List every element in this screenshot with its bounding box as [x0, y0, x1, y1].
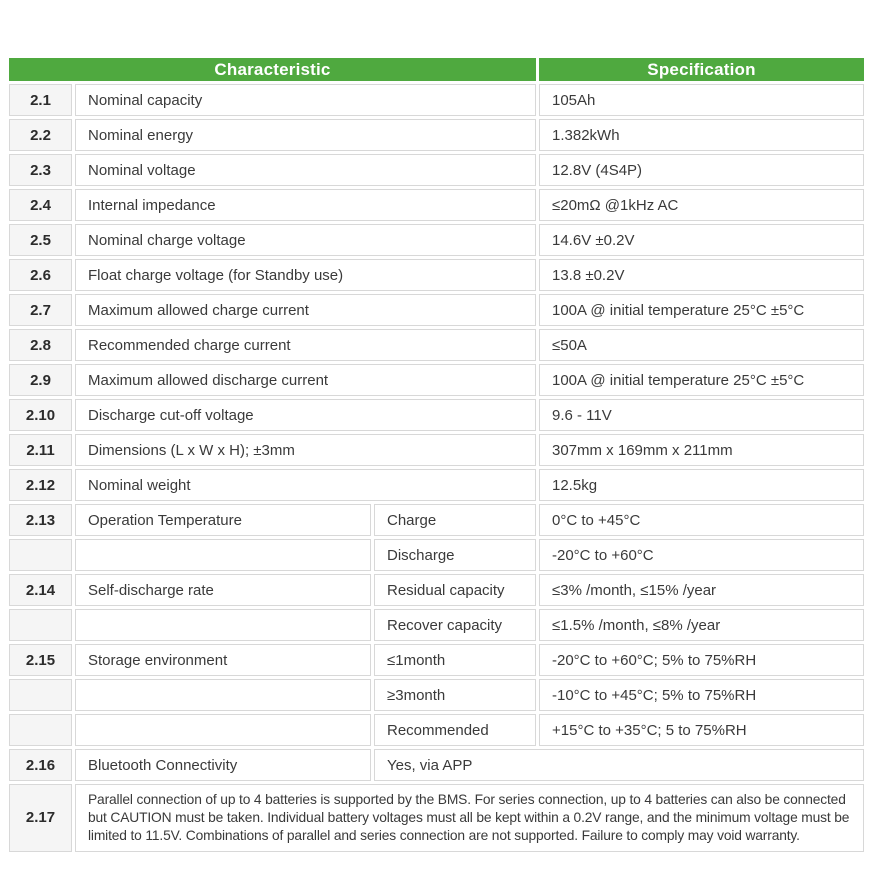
- characteristic-cell: [75, 679, 371, 711]
- characteristic-cell: Maximum allowed discharge current: [75, 364, 536, 396]
- table-row: [9, 434, 864, 466]
- spec-table-body: [9, 84, 864, 852]
- table-row: [9, 84, 864, 116]
- table-row: [9, 539, 864, 571]
- specification-cell: 13.8 ±0.2V: [539, 259, 864, 291]
- row-number-cell: 2.5: [9, 224, 72, 256]
- row-number-cell: 2.7: [9, 294, 72, 326]
- specification-cell: 100A @ initial temperature 25°C ±5°C: [539, 294, 864, 326]
- characteristic-cell: Nominal charge voltage: [75, 224, 536, 256]
- characteristic-cell: Recommended charge current: [75, 329, 536, 361]
- sub-characteristic-cell: Residual capacity: [374, 574, 536, 606]
- table-row: [9, 644, 864, 676]
- sub-characteristic-cell: ≤1month: [374, 644, 536, 676]
- row-number-cell: [9, 714, 72, 746]
- row-number-cell: [9, 539, 72, 571]
- note-cell: Parallel connection of up to 4 batteries is supported by the BMS. For series connection, up to 4 batteries can also be connected but CAUTION must be taken. Individual battery voltages must all be kept within a 0.2V range, and the minimum voltage must be limited to 11.5V. Combinations of parallel and series connection are not supported. Failure to comply may void warranty.: [75, 784, 864, 852]
- sub-characteristic-cell: Recommended: [374, 714, 536, 746]
- characteristic-cell: Internal impedance: [75, 189, 536, 221]
- table-row: [9, 189, 864, 221]
- row-number-cell: 2.8: [9, 329, 72, 361]
- specification-cell: 0°C to +45°C: [539, 504, 864, 536]
- specification-cell: 14.6V ±0.2V: [539, 224, 864, 256]
- row-number-cell: 2.13: [9, 504, 72, 536]
- characteristic-cell: Float charge voltage (for Standby use): [75, 259, 536, 291]
- row-number-cell: 2.11: [9, 434, 72, 466]
- specification-cell: 1.382kWh: [539, 119, 864, 151]
- table-row: [9, 329, 864, 361]
- header-specification: Specification: [539, 58, 864, 81]
- specification-cell: 105Ah: [539, 84, 864, 116]
- table-row: [9, 574, 864, 606]
- table-row: [9, 609, 864, 641]
- characteristic-cell: Self-discharge rate: [75, 574, 371, 606]
- table-row: [9, 224, 864, 256]
- row-number-cell: 2.10: [9, 399, 72, 431]
- row-number-cell: 2.12: [9, 469, 72, 501]
- row-number-cell: 2.9: [9, 364, 72, 396]
- row-number-cell: [9, 679, 72, 711]
- header-characteristic: Characteristic: [9, 58, 536, 81]
- specification-cell: Yes, via APP: [374, 749, 864, 781]
- table-row: [9, 784, 864, 852]
- characteristic-cell: Nominal weight: [75, 469, 536, 501]
- table-row: [9, 399, 864, 431]
- specification-cell: 307mm x 169mm x 211mm: [539, 434, 864, 466]
- specification-cell: -20°C to +60°C: [539, 539, 864, 571]
- sub-characteristic-cell: ≥3month: [374, 679, 536, 711]
- table-row: [9, 749, 864, 781]
- characteristic-cell: Storage environment: [75, 644, 371, 676]
- specification-cell: 12.5kg: [539, 469, 864, 501]
- specification-cell: -10°C to +45°C; 5% to 75%RH: [539, 679, 864, 711]
- table-row: [9, 364, 864, 396]
- spec-table: [6, 55, 867, 855]
- characteristic-cell: [75, 539, 371, 571]
- row-number-cell: 2.16: [9, 749, 72, 781]
- characteristic-cell: Bluetooth Connectivity: [75, 749, 371, 781]
- specification-cell: ≤20mΩ @1kHz AC: [539, 189, 864, 221]
- row-number-cell: 2.6: [9, 259, 72, 291]
- row-number-cell: [9, 609, 72, 641]
- specification-cell: ≤50A: [539, 329, 864, 361]
- table-row: [9, 469, 864, 501]
- characteristic-cell: [75, 609, 371, 641]
- table-row: [9, 154, 864, 186]
- spec-sheet: [6, 55, 867, 855]
- characteristic-cell: [75, 714, 371, 746]
- characteristic-cell: Nominal capacity: [75, 84, 536, 116]
- specification-cell: -20°C to +60°C; 5% to 75%RH: [539, 644, 864, 676]
- characteristic-cell: Operation Temperature: [75, 504, 371, 536]
- row-number-cell: 2.14: [9, 574, 72, 606]
- characteristic-cell: Discharge cut-off voltage: [75, 399, 536, 431]
- row-number-cell: 2.15: [9, 644, 72, 676]
- row-number-cell: 2.4: [9, 189, 72, 221]
- specification-cell: 9.6 - 11V: [539, 399, 864, 431]
- specification-cell: +15°C to +35°C; 5 to 75%RH: [539, 714, 864, 746]
- table-row: [9, 714, 864, 746]
- table-row: [9, 119, 864, 151]
- characteristic-cell: Maximum allowed charge current: [75, 294, 536, 326]
- characteristic-cell: Nominal energy: [75, 119, 536, 151]
- specification-cell: 12.8V (4S4P): [539, 154, 864, 186]
- table-row: [9, 504, 864, 536]
- table-row: [9, 294, 864, 326]
- specification-cell: 100A @ initial temperature 25°C ±5°C: [539, 364, 864, 396]
- table-row: [9, 679, 864, 711]
- sub-characteristic-cell: Charge: [374, 504, 536, 536]
- specification-cell: ≤1.5% /month, ≤8% /year: [539, 609, 864, 641]
- sub-characteristic-cell: Discharge: [374, 539, 536, 571]
- row-number-cell: 2.1: [9, 84, 72, 116]
- row-number-cell: 2.3: [9, 154, 72, 186]
- table-header-row: [9, 58, 864, 81]
- table-row: [9, 259, 864, 291]
- characteristic-cell: Dimensions (L x W x H); ±3mm: [75, 434, 536, 466]
- row-number-cell: 2.2: [9, 119, 72, 151]
- sub-characteristic-cell: Recover capacity: [374, 609, 536, 641]
- row-number-cell: 2.17: [9, 784, 72, 852]
- specification-cell: ≤3% /month, ≤15% /year: [539, 574, 864, 606]
- characteristic-cell: Nominal voltage: [75, 154, 536, 186]
